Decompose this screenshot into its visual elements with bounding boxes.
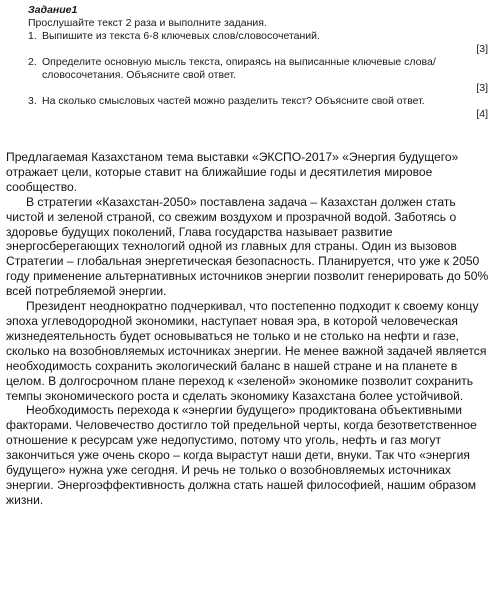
task-title: Задание1 [28, 4, 78, 16]
task-intro: Прослушайте текст 2 раза и выполните задания. [28, 17, 267, 29]
task-item-3 [28, 95, 490, 108]
listening-text [6, 150, 490, 508]
task-block [28, 4, 490, 121]
task-item-1 [28, 30, 490, 43]
text-paragraph-4: Необходимость перехода к «энергии будущего» продиктована объективными факторами. Человечество достигло той предельной черты, когда безответственное отношение к ресурсам уже недопустимо, потому что уголь, нефть и газ могут закончиться уже очень скоро – когда вырастут наши дети, внуки. Так что «энергия будущего» нужна уже сегодня. И речь не только о возобновляемых источниках энергии. Энергоэффективность должна стать нашей философией, нашим образом жизни. [6, 403, 477, 507]
task-item-2 [28, 56, 490, 82]
text-paragraph-2: В стратегии «Казахстан-2050» поставлена задача – Казахстан должен стать чистой и зеленой страной, со свежим воздухом и прозрачной водой. Заботясь о здоровье будущих поколений, Глава государства называет развитие энергосберегающих технологий одной из главных для страны. Один из вызовов Стратегии – глобальная энергетическая безопасность. Планируется, что уже к 2050 году применение альтернативных источников энергии позволит генерировать до 50% всей потребляемой энергии. [6, 194, 489, 299]
task-item-marks: [3] [476, 82, 488, 94]
task-item-number: 2. [28, 56, 37, 68]
task-item-marks: [4] [476, 108, 488, 120]
text-paragraph-3: Президент неоднократно подчеркивал, что постепенно подходит к своему концу эпоха углеводородной экономики, наступает новая эра, в которой человеческая жизнедеятельность будет основываться не только и не столько на нефти и газе, сколько на возобновляемых источниках энергии. Не менее важной задачей является необходимость сохранить экологический баланс в нашей стране и на планете в целом. В долгосрочном плане переход к «зеленой» экономике позволит сохранить темпы экономического роста и сделать экономику Казахстана более устойчивой. [6, 299, 487, 403]
task-item-text: Определите основную мысль текста, опираясь на выписанные ключевые слова/словосочетания. Объясните свой ответ. [42, 56, 436, 81]
task-item-number: 3. [28, 95, 37, 107]
task-item-text: На сколько смысловых частей можно разделить текст? Объясните свой ответ. [42, 95, 425, 107]
task-item-number: 1. [28, 30, 37, 42]
task-item-marks: [3] [476, 43, 488, 55]
task-item-text: Выпишите из текста 6-8 ключевых слов/словосочетаний. [42, 30, 320, 42]
text-paragraph-1: Предлагаемая Казахстаном тема выставки «ЭКСПО-2017» «Энергия будущего» отражает цели, которые ставит на ближайшие годы и десятилетия мировое сообщество. [6, 150, 459, 194]
